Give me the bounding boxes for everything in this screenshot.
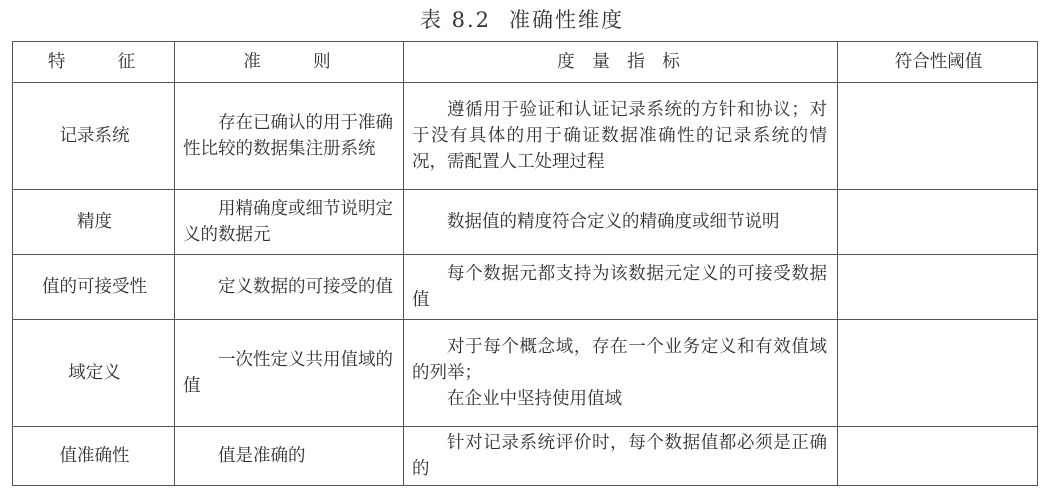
metric-line: 对于每个概念域，存在一个业务定义和有效值域的列举； — [412, 337, 827, 383]
metric-cell — [404, 83, 838, 190]
table-number: 表 8.2 — [419, 8, 492, 32]
table-caption — [0, 4, 1044, 34]
table-row — [13, 320, 1038, 427]
table-row — [13, 427, 1038, 486]
metric-cell — [404, 427, 838, 486]
accuracy-dimension-table — [12, 41, 1038, 486]
metric-line: 在企业中坚持使用值域 — [447, 389, 622, 409]
feature-cell: 值准确性 — [13, 427, 175, 486]
feature-cell: 值的可接受性 — [13, 255, 175, 320]
feature-cell: 精度 — [13, 190, 175, 255]
threshold-cell — [838, 320, 1038, 427]
feature-cell: 域定义 — [13, 320, 175, 427]
criterion-cell: 用精确度或细节说明定义的数据元 — [175, 190, 404, 255]
metric-line: 遵循用于验证和认证记录系统的方针和协议；对于没有具体的用于确证数据准确性的记录系统的情况，需配置人工处理过程 — [412, 100, 827, 172]
threshold-cell — [838, 190, 1038, 255]
criterion-cell: 定义数据的可接受的值 — [175, 255, 404, 320]
feature-cell: 记录系统 — [13, 83, 175, 190]
metric-cell — [404, 255, 838, 320]
threshold-cell — [838, 83, 1038, 190]
metric-line: 数据值的精度符合定义的精确度或细节说明 — [447, 212, 780, 232]
criterion-cell: 存在已确认的用于准确性比较的数据集注册系统 — [175, 83, 404, 190]
metric-cell — [404, 190, 838, 255]
metric-line: 每个数据元都支持为该数据元定义的可接受数据值 — [412, 264, 827, 310]
threshold-cell — [838, 427, 1038, 486]
table-row — [13, 83, 1038, 190]
table-title: 准确性维度 — [509, 8, 625, 32]
table-row — [13, 255, 1038, 320]
header-feature: 特 征 — [13, 42, 175, 83]
metric-cell — [404, 320, 838, 427]
header-threshold: 符合性阈值 — [838, 42, 1038, 83]
table-row — [13, 190, 1038, 255]
header-metric: 度 量 指 标 — [404, 42, 838, 83]
criterion-cell: 值是准确的 — [175, 427, 404, 486]
criterion-cell: 一次性定义共用值域的值 — [175, 320, 404, 427]
metric-line: 针对记录系统评价时，每个数据值都必须是正确的 — [412, 433, 827, 479]
threshold-cell — [838, 255, 1038, 320]
header-criterion: 准 则 — [175, 42, 404, 83]
table-header-row — [13, 42, 1038, 83]
